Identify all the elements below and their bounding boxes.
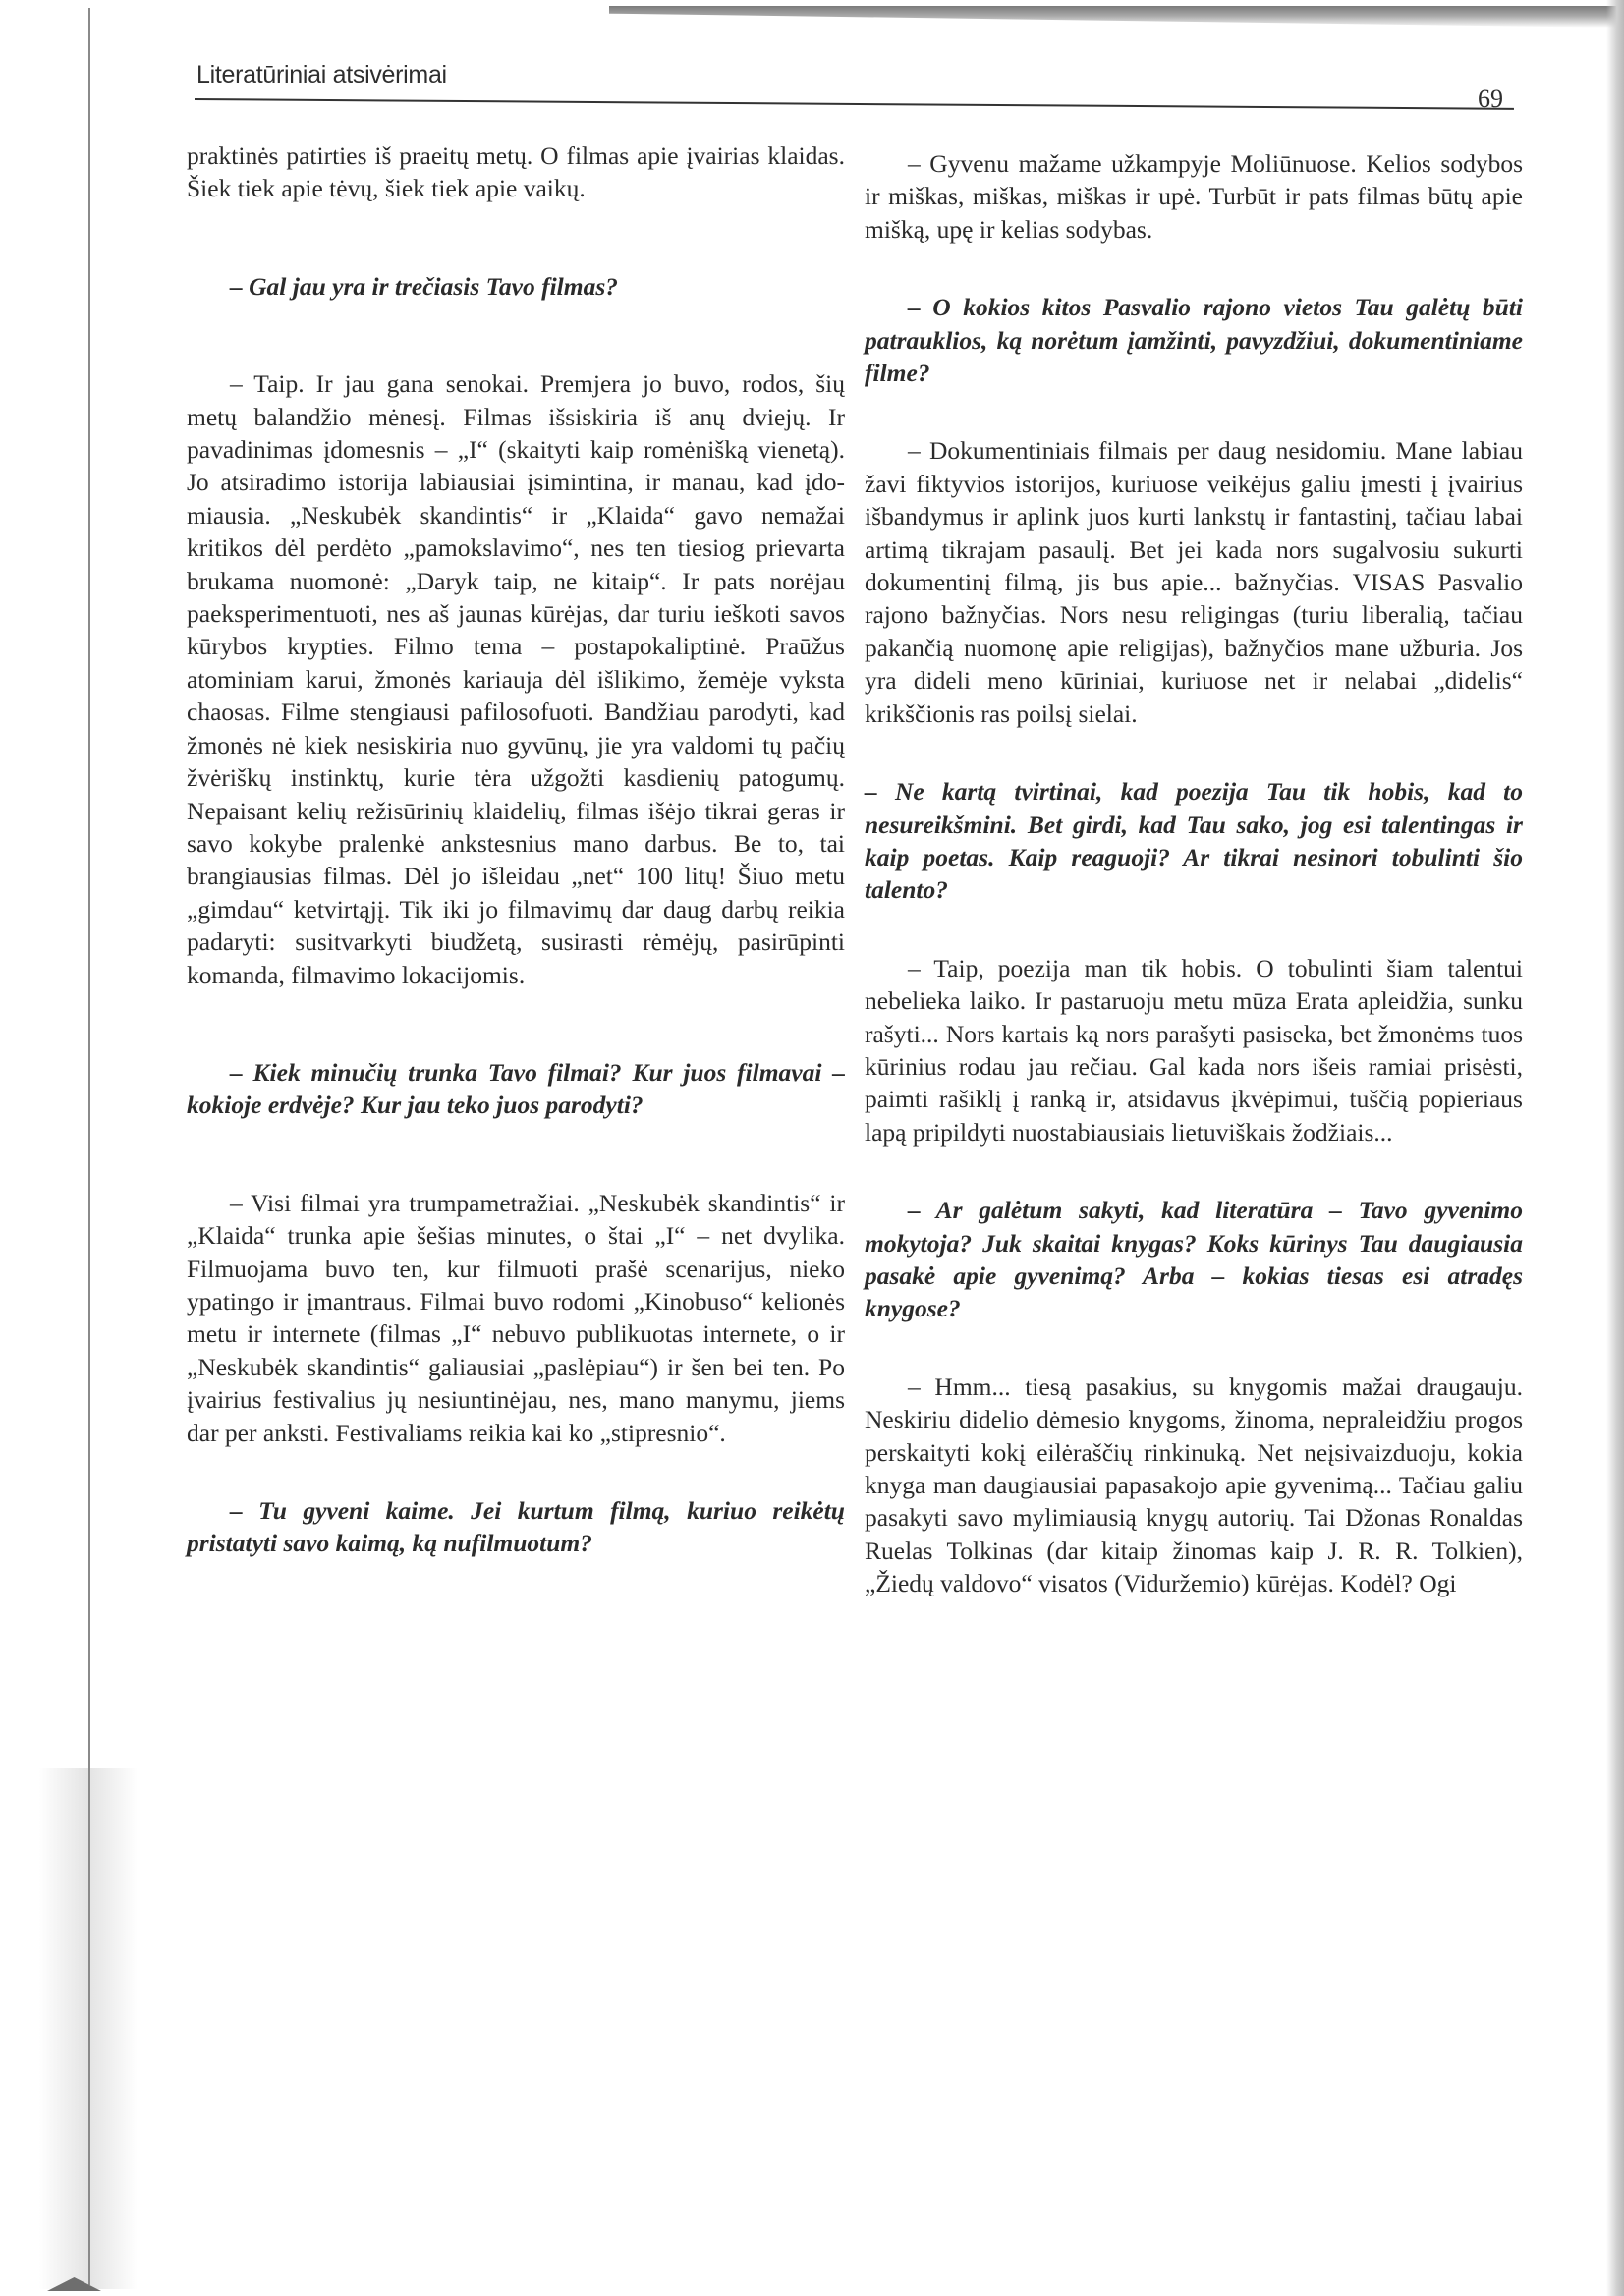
header-rule [195,98,1514,110]
answer-paragraph: – Taip, poezija man tik hobis. O tobulinti šiam talentui nebelieka laiko. Ir pastaruoju metu mūza Erata apleidžia, sunku rašyti... Nors kartais ką nors parašyti pasiseka, bet žmonėms tuos kūrinius rodau jau rečiau. Gal kada nors išeis ramiai prisėsti, paimti rašiklį į ranką ir, atsidavus įkvėpimui, tuščią popieriaus lapą pripildyti nuostabiausiais lietuviškais žodžiais... [865,953,1523,1147]
right-column [865,147,1523,1600]
left-column [187,140,845,1560]
interview-question: – Ne kartą tvirtinai, kad poezija Tau tik hobis, kad to nesureikšmini. Bet girdi, kad Tau sako, jog esi talentingas ir kaip poetas. Kaip reaguoji? Ar tikrai nesinori tobulinti šio talento? [865,777,1523,905]
answer-paragraph: – Hmm... tiesą pasakius, su knygomis mažai draugauju. Neskiriu didelio dėmesio knygoms, žinoma, nepraleidžiu progos perskaityti kokį eilėraščių rinkinuką. Net neįsivaizduoju, kokia knyga man daugiausiai papasakojo apie gyvenimą... Tačiau galiu pasakyti savo mylimiausią knygų autorių. Tai Džonas Ronaldas Ruelas Tolkinas (dar kitaip žinomas kaip J. R. R. Tolkien), „Žiedų valdovo“ visatos (Viduržemio) kūrėjas. Kodėl? Ogi [865,1372,1523,1598]
interview-question: – Kiek minučių trunka Tavo filmai? Kur juos filmavai – kokioje erdvėje? Kur jau teko juos parodyti? [187,1057,845,1120]
binding-line [88,8,90,2285]
answer-paragraph: – Dokumentiniais filmais per daug nesidomiu. Mane labiau žavi fiktyvios istorijos, kuriuose veikėjus galiu įmesti į įvairius išbandymus ir aplink juos kurti lankstų ir fantastinį, tačiau labai artimą tikrajam pasaulį. Bet jei kada nors sugalvosiu sukurti dokumentinį filmą, jis bus apie... bažnyčias. VISAS Pasvalio rajono bažnyčias. Nors nesu religingas (turiu liberalią, tačiau pakančią nuomonę apie religijas), bažnyčios mane užburia. Jos yra dideli meno kūriniai, kuriuose net ir nelabai „didelis“ krikščionis ras poilsį sielai. [865,436,1523,728]
interview-question: – Tu gyveni kaime. Jei kurtum filmą, kuriuo reikėtų pristatyti savo kaimą, ką nufilmuotum? [187,1496,845,1558]
running-header: Literatūriniai atsivėrimai [196,61,447,88]
page-number: 69 [1478,84,1503,113]
interview-question: – O kokios kitos Pasvalio rajono vietos Tau galėtų būti patrauklios, ką norėtum įamžinti, pavyzdžiui, dokumentiniame filme? [865,293,1523,388]
answer-paragraph: praktinės patirties iš praeitų metų. O filmas apie įvairias klaidas. Šiek tiek apie tėvų, šiek tiek apie vaikų. [187,141,845,203]
scan-right-edge [1606,0,1624,2296]
answer-paragraph: – Gyvenu mažame užkampyje Moliūnuose. Kelios sodybos ir miškas, miškas, miškas ir upė. Turbūt ir pats filmas būtų apie mišką, upę ir kelias sodybas. [865,149,1523,244]
interview-question: – Gal jau yra ir trečiasis Tavo filmas? [230,271,619,301]
answer-paragraph: – Taip. Ir jau gana senokai. Premjera jo buvo, rodos, šių metų balandžio mėnesį. Filmas išsiskiria iš anų dviejų. Ir pavadinimas įdomesnis – „I“ (skaityti kaip romėnišką vienetą). Jo atsiradimo istorija labiausiai įsimintina, ir manau, kad įdomiausia. „Neskubėk skandintis“ ir „Klaida“ gavo nemažai kritikos dėl perdėto „pamokslavimo“, nes ten tiesiog prievarta brukama nuomonė: „Daryk taip, ne kitaip“. Ir pats norėjau paeksperimentuoti, nes aš jaunas kūrėjas, dar turiu ieškoti savos kūrybos krypties. Filmo tema – postapokaliptinė. Praūžus atominiam karui, žmonės kariauja dėl išlikimo, žemėje vyksta chaosas. Filme stengiausi pafilosofuoti. Bandžiau parodyti, kad žmonės nė kiek nesiskiria nuo gyvūnų, jie yra valdomi tų pačių žvėriškų instinktų, kurie tėra užgožti kasdienių patogumų. Nepaisant kelių režisūrinių klaidelių, filmas išėjo tikrai geras ir savo kokybe pralenkė ankstesnius mano darbus. Be to, tai brangiausias filmas. Dėl jo išleidau „net“ 100 litų! Šiuo metu „gimdau“ ketvirtąjį. Tik iki jo filmavimų dar daug darbų reikia padaryti: susitvarkyti biudžetą, susirasti rėmėjų, pasirūpinti komanda, filmavimo lokacijomis. [187,369,845,989]
scan-top-shadow [609,6,1621,28]
interview-question: – Ar galėtum sakyti, kad literatūra – Tavo gyvenimo mokytoja? Juk skaitai knygas? Koks kūrinys Tau daugiausia pasakė apie gyvenimą? Arba – kokias tiesas esi atradęs knygose? [865,1196,1523,1323]
answer-paragraph: – Visi filmai yra trumpametražiai. „Neskubėk skandintis“ ir „Klaida“ trunka apie šešias minutes, o štai „I“ – net dvylika. Filmuojama buvo ten, kur filmuoti prašė scenarijus, nieko ypatingo ir įmantraus. Filmai buvo rodomi „Kinobuso“ kelionės metu ir internete (filmas „I“ nebuvo publikuotas internete, o ir „Neskubėk skandintis“ galiausiai „paslėpiau“) ir šen bei ten. Po įvairius festivalius jų nesiuntinėjau, nes, mano manymu, jiems dar per anksti. Festivaliams reikia kai ko „stipresnio“. [187,1188,845,1447]
